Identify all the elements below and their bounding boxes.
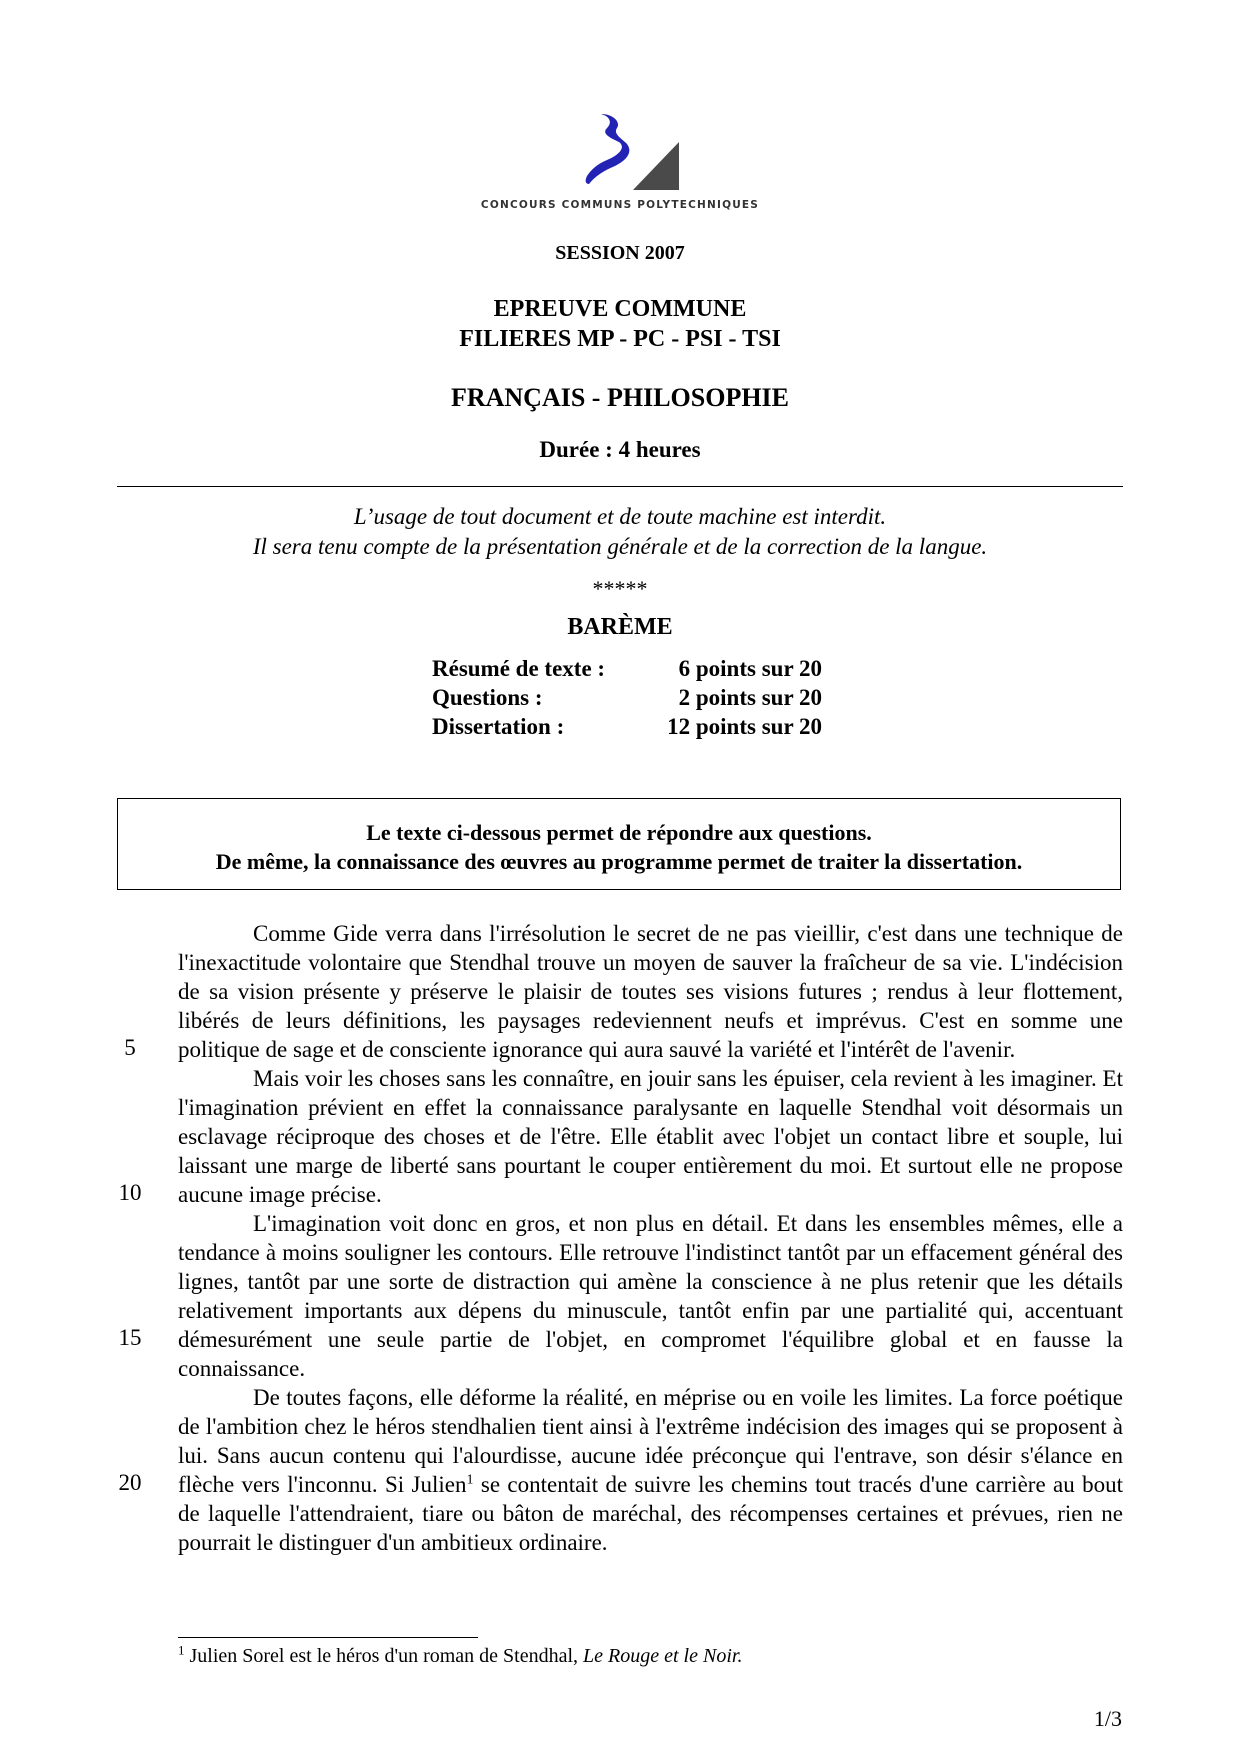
bareme-value: 12 points sur 20 (667, 714, 822, 739)
line-number: 15 (118, 1325, 142, 1350)
bareme-label: Questions : (432, 685, 543, 710)
footnote-divider (178, 1637, 478, 1638)
paragraph (178, 1383, 1123, 1557)
notice-text (117, 818, 1121, 876)
page-number: 1/3 (1093, 1706, 1122, 1731)
bareme-label: Dissertation : (432, 714, 565, 739)
rule-line-2: Il sera tenu compte de la présentation générale et de la correction de la langue. (252, 534, 988, 559)
bareme-row (432, 683, 822, 712)
paragraph-part: se contentait de suivre les chemins tout tracés d'une carrière au bout de laquelle l'attendraient, tiare ou bâton de maréchal, des récompenses certaines et prévues, rien ne pourrait le distinguer d'un ambitieux ordinaire. (178, 1472, 1123, 1555)
concours-logo (583, 112, 693, 192)
notice-line-1: Le texte ci-dessous permet de répondre aux questions. (366, 820, 872, 845)
line-number: 5 (124, 1035, 136, 1060)
bareme-row (432, 712, 822, 741)
subject-title: FRANÇAIS - PHILOSOPHIE (450, 383, 790, 412)
bareme-value: 6 points sur 20 (678, 656, 822, 681)
notice-line-2: De même, la connaissance des œuvres au programme permet de traiter la dissertation. (215, 849, 1023, 874)
exam-rules (0, 502, 1240, 562)
epreuve-line-2: FILIERES MP - PC - PSI - TSI (459, 326, 781, 352)
footnote (178, 1642, 743, 1668)
footnote-number: 1 (178, 1642, 185, 1658)
bareme-table (432, 654, 822, 741)
bareme-label: Résumé de texte : (432, 656, 606, 681)
duration: Durée : 4 heures (539, 437, 701, 462)
line-number: 10 (118, 1180, 142, 1205)
logo-blue-figure (586, 114, 630, 184)
footnote-text: Julien Sorel est le héros d'un roman de Stendhal, (184, 1645, 584, 1667)
paragraph: Comme Gide verra dans l'irrésolution le secret de ne pas vieillir, c'est dans une technique de l'inexactitude volontaire que Stendhal trouve un moyen de sauver la fraîcheur de sa vie. L'indécision de sa vision présente y préserve le plaisir de toutes ses visions futures ; rendus à leur flottement, libérés de leurs définitions, les paysages redeviennent neufs et imprévus. C'est en somme une politique de sage et de consciente ignorance qui aura sauvé la variété et l'intérêt de l'avenir. (178, 921, 1123, 1062)
epreuve-line-1: EPREUVE COMMUNE (493, 296, 747, 322)
line-number: 20 (118, 1470, 142, 1495)
paragraph-part: De toutes façons, elle déforme la réalité, en méprise ou en voile les limites. La force poétique de l'ambition chez le héros stendhalien tient ainsi à l'extrême indécision des images qui se proposent à lui. Sans aucun contenu qui l'alourdisse, aucune idée préconçue qui l'entrave, son désir s'élance en flèche vers l'inconnu. Si Julien (178, 1385, 1123, 1497)
logo-grey-triangle (633, 142, 679, 190)
rule-line-1: L’usage de tout document et de toute machine est interdit. (353, 504, 887, 529)
epreuve-title (0, 294, 1240, 354)
separator-stars: ***** (592, 576, 648, 601)
session-label: SESSION 2007 (555, 242, 685, 264)
bareme-title: BARÈME (567, 614, 673, 640)
bareme-row (432, 654, 822, 683)
bareme-value: 2 points sur 20 (678, 685, 822, 710)
main-text (178, 919, 1123, 1557)
footnote-mark: 1 (466, 1472, 474, 1488)
header-divider (117, 486, 1123, 487)
paragraph: Mais voir les choses sans les connaître, en jouir sans les épuiser, cela revient à les imaginer. Et l'imagination prévient en effet la connaissance paralysante en laquelle Stendhal voit désormais un esclavage réciproque des choses et de l'être. Elle établit avec l'objet un contact libre et souple, lui laissant une marge de liberté sans pourtant le couper entièrement du moi. Et surtout elle ne propose aucune image précise. (178, 1066, 1123, 1207)
footnote-book-title: Le Rouge et le Noir. (583, 1645, 743, 1667)
logo-caption: CONCOURS COMMUNS POLYTECHNIQUES (480, 199, 760, 211)
paragraph: L'imagination voit donc en gros, et non plus en détail. Et dans les ensembles mêmes, elle a tendance à moins souligner les contours. Elle retrouve l'indistinct tantôt par un effacement général des lignes, tantôt par une sorte de distraction qui amène la conscience à ne plus retenir que les détails relativement importants aux dépens du minuscule, tantôt enfin par une partialité qui, accentuant démesurément une seule partie de l'objet, en compromet l'équilibre global et en fausse la connaissance. (178, 1211, 1123, 1381)
